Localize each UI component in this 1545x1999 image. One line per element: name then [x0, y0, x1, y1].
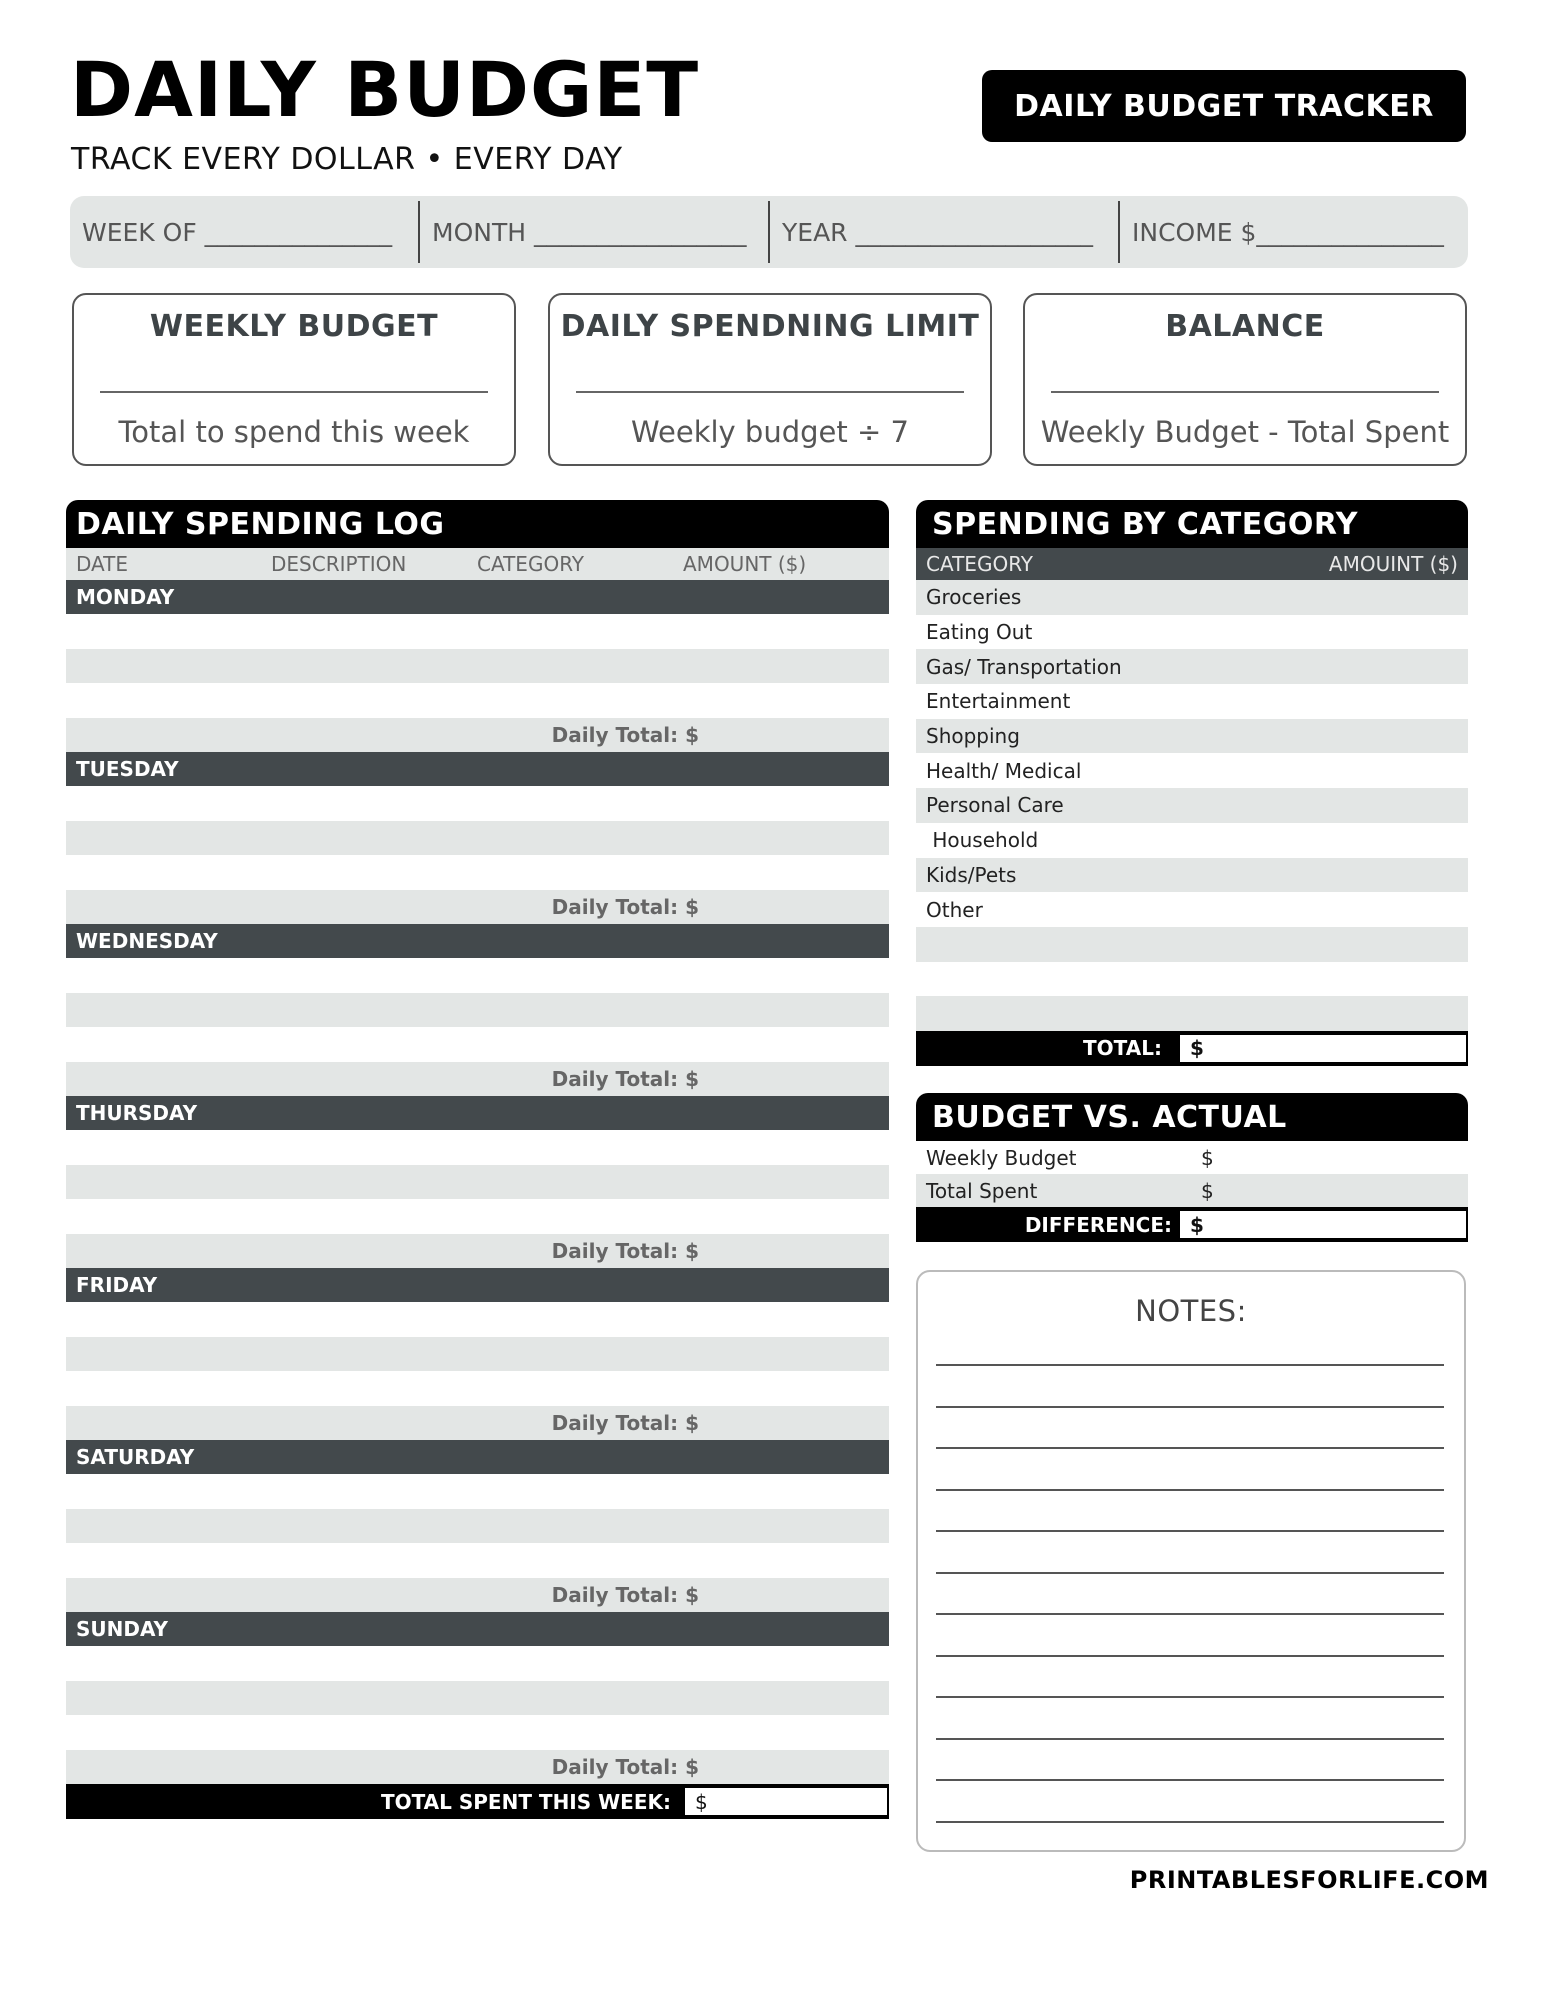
category-row[interactable] [916, 996, 1468, 1031]
daily-spending-log [66, 500, 889, 1819]
daily-total[interactable]: Daily Total: $ [66, 1234, 889, 1269]
site-footer: PRINTABLESFORLIFE.COM [1129, 1866, 1489, 1894]
category-total-value[interactable]: $ [1178, 1033, 1468, 1064]
col-description: DESCRIPTION [271, 552, 407, 576]
log-entry-row[interactable] [66, 855, 889, 890]
year-field[interactable]: YEAR ___________________ [768, 201, 1118, 263]
category-rows [916, 580, 1468, 1031]
category-row[interactable]: Other [926, 897, 983, 922]
log-entry-row[interactable] [66, 1027, 889, 1062]
day-header: TUESDAY [66, 752, 889, 786]
category-total-label: TOTAL: [1083, 1036, 1162, 1061]
note-line[interactable] [936, 1821, 1444, 1823]
day-header: SATURDAY [66, 1440, 889, 1474]
daily-total[interactable]: Daily Total: $ [66, 890, 889, 925]
category-title: SPENDING BY CATEGORY [916, 500, 1468, 548]
category-row[interactable]: Kids/Pets [916, 858, 1468, 893]
category-row[interactable] [916, 962, 1468, 997]
col-category-amount: AMOUINT ($) [1328, 552, 1458, 576]
category-row[interactable]: Shopping [916, 719, 1468, 754]
log-entry-row[interactable] [66, 649, 889, 684]
log-entry-row[interactable] [66, 614, 889, 649]
log-entry-row[interactable] [66, 821, 889, 856]
category-row[interactable]: Groceries [916, 580, 1468, 615]
page-subtitle: TRACK EVERY DOLLAR • EVERY DAY [71, 142, 623, 177]
log-entry-row[interactable] [66, 1509, 889, 1544]
log-entry-row[interactable] [66, 1337, 889, 1372]
note-line[interactable] [936, 1696, 1444, 1698]
note-line[interactable] [936, 1655, 1444, 1657]
week-of-field[interactable]: WEEK OF _______________ [82, 217, 393, 247]
log-entry-row[interactable] [66, 1371, 889, 1406]
difference-value[interactable]: $ [1178, 1209, 1468, 1240]
difference-row [916, 1207, 1468, 1242]
category-total-row [916, 1031, 1468, 1066]
bva-total-spent-row[interactable] [916, 1174, 1468, 1207]
balance-entry-line[interactable] [1051, 391, 1439, 393]
daily-limit-desc: Weekly budget ÷ 7 [631, 415, 909, 449]
tracker-badge: DAILY BUDGET TRACKER [982, 70, 1466, 142]
log-entry-row[interactable] [66, 1646, 889, 1681]
week-total-row [66, 1784, 889, 1819]
log-entry-row[interactable] [66, 1681, 889, 1716]
daily-limit-entry-line[interactable] [576, 391, 964, 393]
col-category-name: CATEGORY [926, 552, 1034, 576]
note-line[interactable] [936, 1572, 1444, 1574]
col-date: DATE [76, 552, 129, 576]
note-line[interactable] [936, 1447, 1444, 1449]
income-field[interactable]: INCOME $_______________ [1118, 201, 1468, 263]
balance-desc: Weekly Budget - Total Spent [1040, 415, 1450, 449]
category-row[interactable]: Eating Out [926, 620, 1033, 645]
log-entry-row[interactable] [66, 1302, 889, 1337]
daily-limit-box [548, 293, 992, 466]
day-header: THURSDAY [66, 1096, 889, 1130]
page-title: DAILY BUDGET [70, 45, 700, 134]
day-header: SUNDAY [66, 1612, 889, 1646]
daily-total[interactable]: Daily Total: $ [66, 1578, 889, 1613]
day-header: WEDNESDAY [66, 924, 889, 958]
note-line[interactable] [936, 1406, 1444, 1408]
log-entry-row[interactable] [66, 683, 889, 718]
day-header: FRIDAY [66, 1268, 889, 1302]
bva-title: BUDGET VS. ACTUAL [916, 1093, 1468, 1141]
note-line[interactable] [936, 1738, 1444, 1740]
daily-total[interactable]: Daily Total: $ [66, 1406, 889, 1441]
note-line[interactable] [936, 1364, 1444, 1366]
difference-label: DIFFERENCE: [1024, 1212, 1172, 1237]
balance-box [1023, 293, 1467, 466]
daily-total[interactable]: Daily Total: $ [66, 1750, 889, 1785]
category-row[interactable] [916, 927, 1468, 962]
log-entry-row[interactable] [66, 993, 889, 1028]
budget-vs-actual [916, 1093, 1468, 1242]
log-column-headers [66, 548, 889, 580]
category-column-headers [916, 548, 1468, 580]
spending-by-category [916, 500, 1468, 1066]
week-total-label: TOTAL SPENT THIS WEEK: [380, 1789, 671, 1814]
note-line[interactable] [936, 1779, 1444, 1781]
weekly-budget-title: WEEKLY BUDGET [149, 309, 439, 344]
daily-total[interactable]: Daily Total: $ [66, 1062, 889, 1097]
bva-weekly-budget-row[interactable] [916, 1141, 1468, 1174]
log-entry-row[interactable] [66, 1199, 889, 1234]
note-line[interactable] [936, 1489, 1444, 1491]
category-row[interactable]: Household [926, 828, 1039, 853]
daily-limit-title: DAILY SPENDNING LIMIT [560, 309, 980, 344]
bva-total-spent-value[interactable]: $ [1201, 1178, 1214, 1203]
category-row[interactable]: Entertainment [926, 689, 1071, 714]
bva-weekly-budget-label: Weekly Budget [926, 1145, 1077, 1170]
week-total-value[interactable]: $ [683, 1786, 889, 1817]
day-header: MONDAY [66, 580, 889, 614]
category-row[interactable]: Personal Care [916, 788, 1468, 823]
bva-weekly-budget-value[interactable]: $ [1201, 1145, 1214, 1170]
weekly-budget-entry-line[interactable] [100, 391, 488, 393]
log-entry-row[interactable] [66, 1130, 889, 1165]
note-line[interactable] [936, 1530, 1444, 1532]
category-row[interactable]: Health/ Medical [926, 758, 1082, 783]
weekly-budget-desc: Total to spend this week [118, 415, 470, 449]
log-entry-row[interactable] [66, 1165, 889, 1200]
info-bar [70, 196, 1468, 268]
log-entry-row[interactable] [66, 958, 889, 993]
notes-title: NOTES: [1135, 1294, 1247, 1328]
note-line[interactable] [936, 1613, 1444, 1615]
notes-box [916, 1270, 1466, 1852]
balance-title: BALANCE [1165, 309, 1325, 344]
category-row[interactable]: Gas/ Transportation [916, 649, 1468, 684]
daily-total[interactable]: Daily Total: $ [66, 718, 889, 753]
log-entry-row[interactable] [66, 1715, 889, 1750]
log-entry-row[interactable] [66, 1543, 889, 1578]
log-entry-row[interactable] [66, 786, 889, 821]
log-entry-row[interactable] [66, 1474, 889, 1509]
log-title: DAILY SPENDING LOG [66, 500, 889, 548]
col-category: CATEGORY [477, 552, 585, 576]
bva-total-spent-label: Total Spent [926, 1178, 1038, 1203]
log-days [66, 580, 889, 1784]
col-amount: AMOUNT ($) [683, 552, 807, 576]
month-field[interactable]: MONTH _________________ [418, 201, 768, 263]
weekly-budget-box [72, 293, 516, 466]
